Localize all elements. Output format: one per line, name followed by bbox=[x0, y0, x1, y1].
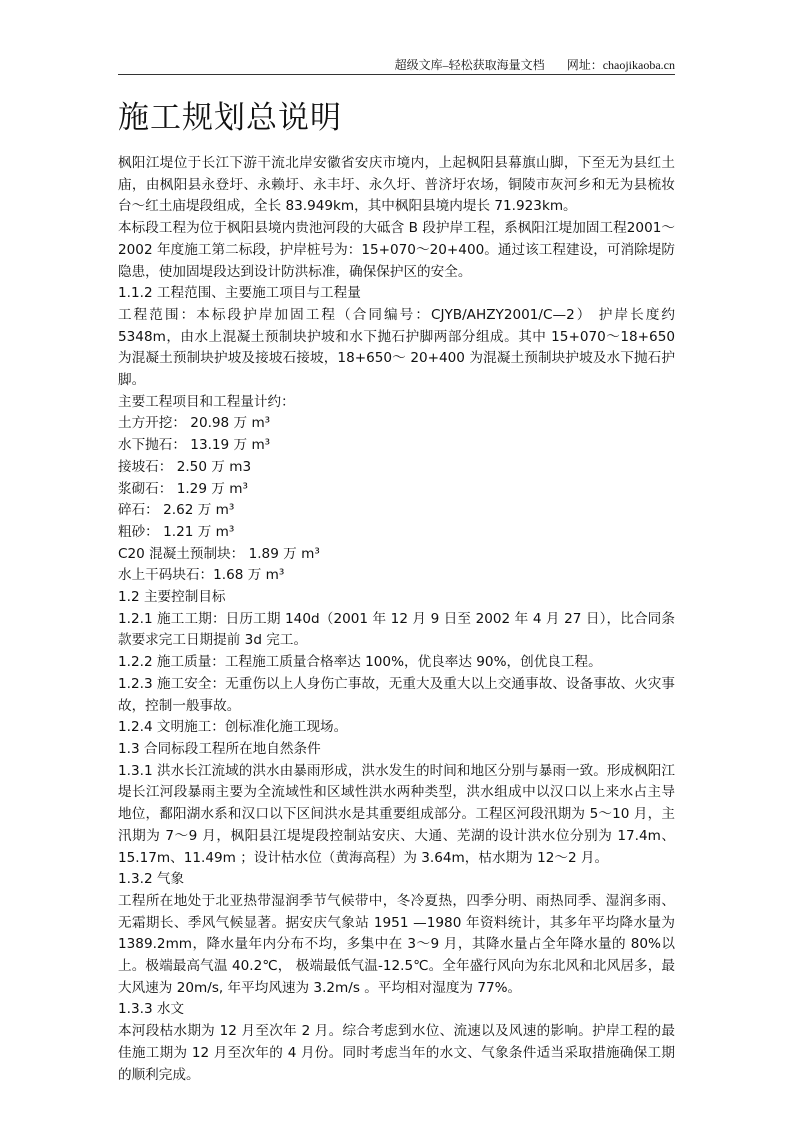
quantity-item: 土方开挖： 20.98 万 m³ bbox=[118, 415, 271, 432]
paragraph: 工程所在地处于北亚热带湿润季节气候带中，冬冷夏热，四季分明、雨热同季、湿润多雨、无霜期长、季风气候显著。据安庆气象站 1951 —1980 年资料统计，其多年平均降水量为1389.2mm，降水量年内分布不均，多集中在 3～9 月，其降水量占全年降水量的 80%以上。极端最高气温 40.2℃， 极端最低气温-12.5℃。全年盛行风向为东北风和北风居多，最大风速为 20m/s, 年平均风速为 3.2m/s 。平均相对湿度为 77%。 bbox=[118, 892, 675, 996]
quantity-item: 碎石： 2.62 万 m³ bbox=[118, 502, 235, 519]
section-heading: 1.1.2 工程范围、主要施工项目与工程量 bbox=[118, 285, 361, 302]
quantity-item: 水上干码块石：1.68 万 m³ bbox=[118, 567, 285, 584]
paragraph: 主要工程项目和工程量计约： bbox=[118, 393, 295, 410]
paragraph: 枫阳江堤位于长江下游干流北岸安徽省安庆市境内，上起枫阳县幕旗山脚，下至无为县红土庙，由枫阳县永登圩、永赖圩、永丰圩、永久圩、普济圩农场，铜陵市灰河乡和无为县梳妆台～红土庙堤段组成，全长 83.949km，其中枫阳县境内堤长 71.923km。 bbox=[118, 155, 675, 215]
paragraph: 工程范围：本标段护岸加固工程（合同编号：CJYB/AHZY2001/C—2） 护岸长度约 5348m，由水上混凝土预制块护坡和水下抛石护脚两部分组成。其中 15+070～18+650 为混凝土预制块护坡及接坡石接坡，18+650～ 20+400 为混凝土预制块护坡及水下抛石护脚。 bbox=[118, 306, 675, 389]
quantity-item: C20 混凝土预制块： 1.89 万 m³ bbox=[118, 545, 320, 562]
section-heading: 1.2 主要控制目标 bbox=[118, 589, 226, 606]
paragraph: 1.3.1 洪水长江流域的洪水由暴雨形成，洪水发生的时间和地区分别与暴雨一致。形成枫阳江堤长江河段暴雨主要为全流域性和区域性洪水两种类型，洪水组成中以汉口以上来水占主导地位，鄱阳湖水系和汉口以下区间洪水是其重要组成部分。工程区河段汛期为 5～10 月，主汛期为 7～9 月，枫阳县江堤堤段控制站安庆、大通、芜湖的设计洪水位分别为 17.4m、15.17m、11.49m ；设计枯水位（黄海高程）为 3.64m，枯水期为 12～2 月。 bbox=[118, 762, 675, 866]
paragraph: 1.2.1 施工工期：日历工期 140d（2001 年 12 月 9 日至 2002 年 4 月 27 日），比合同条款要求完工日期提前 3d 完工。 bbox=[118, 610, 675, 649]
quantity-item: 水下抛石： 13.19 万 m³ bbox=[118, 437, 271, 454]
section-heading: 1.3 合同标段工程所在地自然条件 bbox=[118, 740, 321, 757]
quantity-item: 接坡石： 2.50 万 m3 bbox=[118, 458, 252, 475]
paragraph: 1.2.2 施工质量：工程施工质量合格率达 100%，优良率达 90%，创优良工程。 bbox=[118, 654, 602, 671]
section-heading: 1.3.3 水文 bbox=[118, 1001, 185, 1018]
document-title: 施工规划总说明 bbox=[118, 100, 342, 136]
paragraph: 1.2.3 施工安全：无重伤以上人身伤亡事故，无重大及重大以上交通事故、设备事故、火灾事故，控制一般事故。 bbox=[118, 675, 675, 714]
paragraph: 本标段工程为位于枫阳县境内贵池河段的大砥含 B 段护岸工程，系枫阳江堤加固工程2001～2002 年度施工第二标段，护岸桩号为：15+070～20+400。通过该工程建设，可消除堤防隐患，使加固堤段达到设计防洪标准，确保保护区的安全。 bbox=[118, 220, 675, 280]
quantity-item: 浆砌石： 1.29 万 m³ bbox=[118, 480, 248, 497]
quantity-item: 粗砂： 1.21 万 m³ bbox=[118, 523, 235, 540]
page-header bbox=[118, 56, 675, 75]
document-body bbox=[118, 153, 675, 1086]
header-site-name: 超级文库–轻松获取海量文档 bbox=[394, 58, 545, 72]
header-url: 网址：chaojikaoba.cn bbox=[566, 58, 675, 72]
section-heading: 1.3.2 气象 bbox=[118, 871, 185, 888]
paragraph: 1.2.4 文明施工：创标准化施工现场。 bbox=[118, 719, 348, 736]
paragraph: 本河段枯水期为 12 月至次年 2 月。综合考虑到水位、流速以及风速的影响。护岸工程的最佳施工期为 12 月至次年的 4 月份。同时考虑当年的水文、气象条件适当采取措施确保工期的顺利完成。 bbox=[118, 1023, 675, 1083]
